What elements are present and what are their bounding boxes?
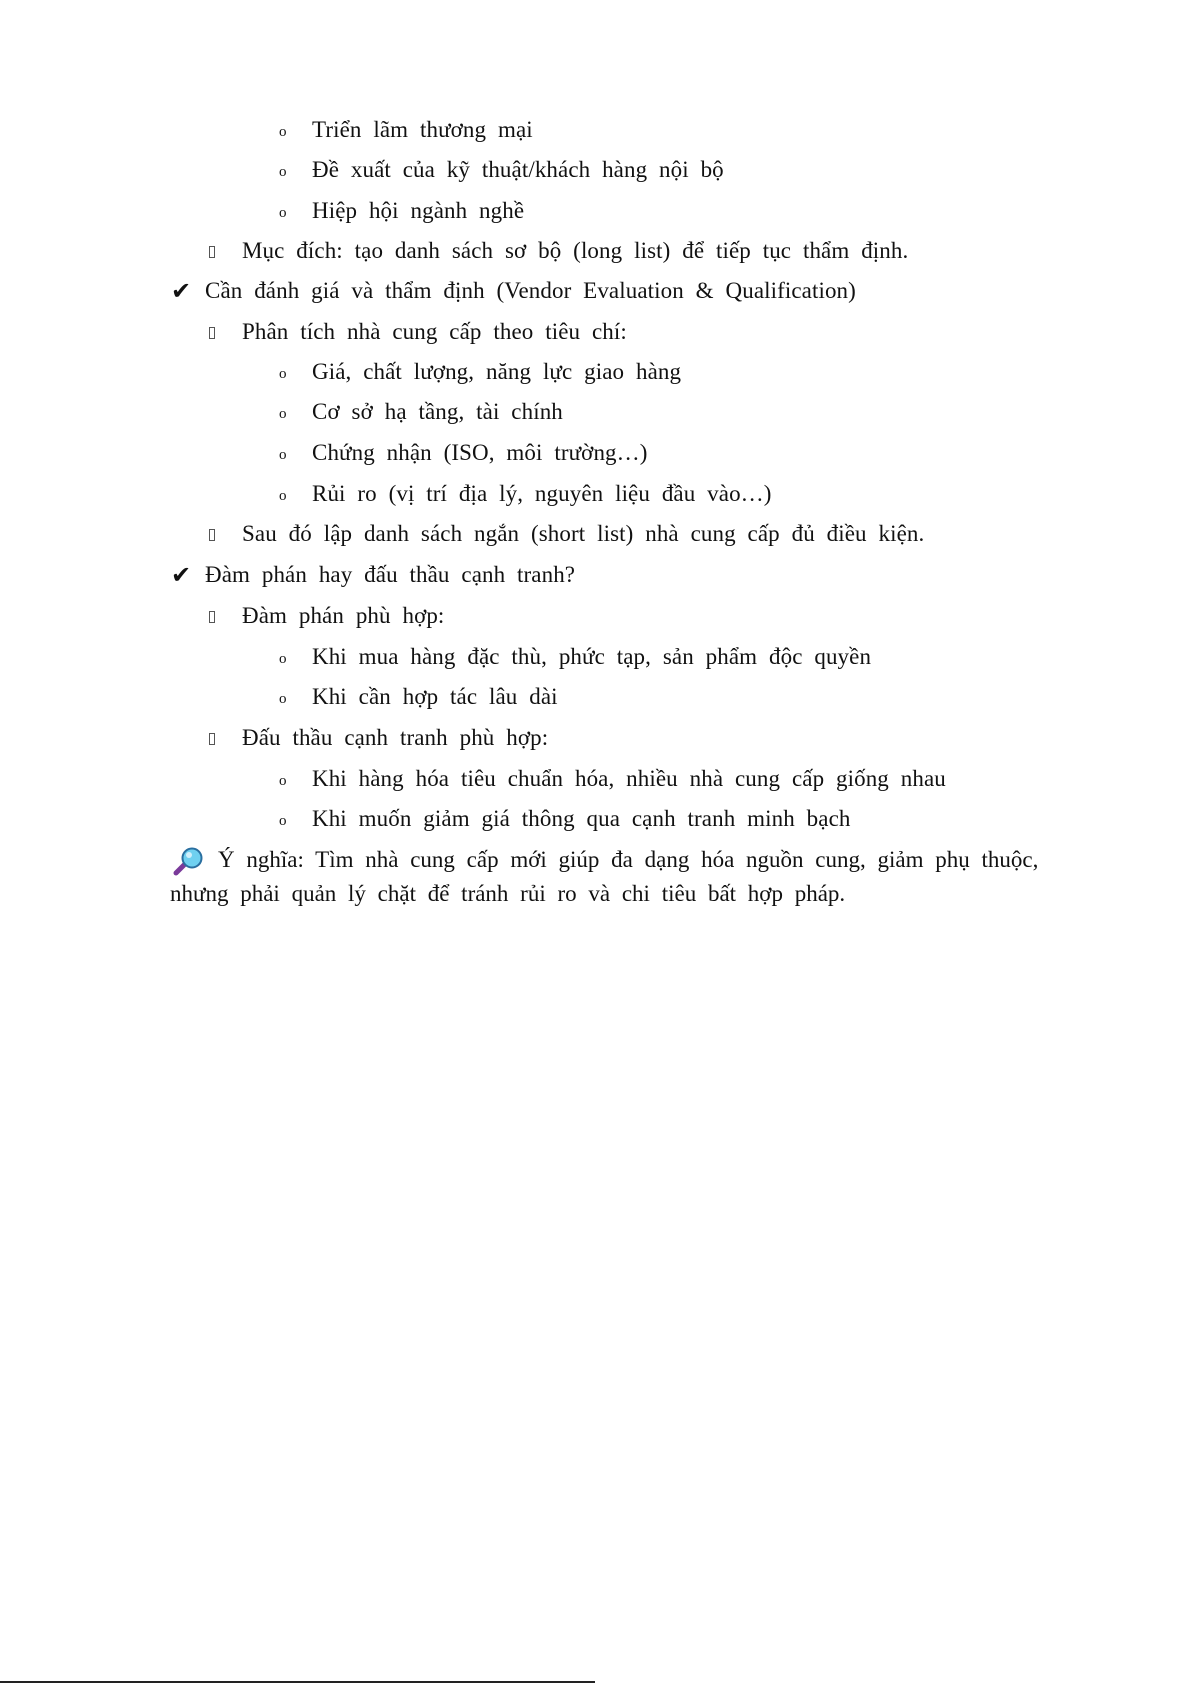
note-line-1: Ý nghĩa: Tìm nhà cung cấp mới giúp đa dạng hóa nguồn cung, giảm phụ thuộc, xyxy=(218,847,1039,872)
circle-bullet-icon: o xyxy=(279,813,287,829)
list-item xyxy=(279,765,946,793)
list-item xyxy=(242,520,924,548)
list-item xyxy=(279,197,525,225)
list-item xyxy=(279,398,563,426)
list-item xyxy=(279,116,533,144)
list-item xyxy=(279,683,558,711)
list-item xyxy=(279,643,872,671)
box-bullet-icon xyxy=(209,611,215,623)
circle-bullet-icon: o xyxy=(279,447,287,463)
list-item-text: Sau đó lập danh sách ngắn (short list) nhà cung cấp đủ điều kiện. xyxy=(242,521,925,546)
list-item xyxy=(171,277,856,305)
list-item xyxy=(242,724,548,752)
list-item-text: Phân tích nhà cung cấp theo tiêu chí: xyxy=(242,319,627,344)
circle-bullet-icon: o xyxy=(279,406,287,422)
list-item xyxy=(279,439,648,467)
list-item-text: Hiệp hội ngành nghề xyxy=(312,198,525,223)
list-item-text: Khi muốn giảm giá thông qua cạnh tranh minh bạch xyxy=(312,806,851,831)
list-item xyxy=(171,561,576,589)
note-paragraph-continuation xyxy=(170,877,845,911)
box-bullet-icon xyxy=(209,733,215,745)
circle-bullet-icon: o xyxy=(279,205,287,221)
list-item-text: Chứng nhận (ISO, môi trường…) xyxy=(312,440,648,465)
list-item xyxy=(279,480,772,508)
box-bullet-icon xyxy=(209,327,215,339)
list-item-text: Rủi ro (vị trí địa lý, nguyên liệu đầu vào…) xyxy=(312,481,772,506)
checkmark-icon: ✔ xyxy=(171,277,192,305)
list-item-text: Mục đích: tạo danh sách sơ bộ (long list) để tiếp tục thẩm định. xyxy=(242,238,909,263)
list-item xyxy=(279,805,851,833)
list-item-text: Cơ sở hạ tầng, tài chính xyxy=(312,399,563,424)
circle-bullet-icon: o xyxy=(279,164,287,180)
list-item xyxy=(242,318,627,346)
box-bullet-icon xyxy=(209,246,215,258)
circle-bullet-icon: o xyxy=(279,651,287,667)
list-item-text: Khi mua hàng đặc thù, phức tạp, sản phẩm độc quyền xyxy=(312,644,872,669)
list-item-text: Đàm phán phù hợp: xyxy=(242,603,445,628)
list-item xyxy=(242,237,908,265)
list-item-text: Triển lãm thương mại xyxy=(312,117,533,142)
note-line-2: nhưng phải quản lý chặt để tránh rủi ro và chi tiêu bất hợp pháp. xyxy=(170,881,846,906)
note-paragraph xyxy=(218,843,1038,877)
box-bullet-icon xyxy=(209,529,215,541)
circle-bullet-icon: o xyxy=(279,691,287,707)
list-item-text: Khi cần hợp tác lâu dài xyxy=(312,684,558,709)
list-item-text: Giá, chất lượng, năng lực giao hàng xyxy=(312,359,682,384)
list-item-text: Đấu thầu cạnh tranh phù hợp: xyxy=(242,725,549,750)
magnifier-icon xyxy=(172,846,206,876)
list-item-text: Cần đánh giá và thẩm định (Vendor Evaluation & Qualification) xyxy=(205,278,856,303)
page-bottom-rule xyxy=(0,1681,595,1683)
circle-bullet-icon: o xyxy=(279,366,287,382)
checkmark-icon: ✔ xyxy=(171,561,192,589)
circle-bullet-icon: o xyxy=(279,124,287,140)
list-item-text: Khi hàng hóa tiêu chuẩn hóa, nhiều nhà cung cấp giống nhau xyxy=(312,766,946,791)
list-item xyxy=(279,358,682,386)
circle-bullet-icon: o xyxy=(279,488,287,504)
list-item xyxy=(242,602,444,630)
list-item-text: Đề xuất của kỹ thuật/khách hàng nội bộ xyxy=(312,157,724,182)
list-item-text: Đàm phán hay đấu thầu cạnh tranh? xyxy=(205,562,576,587)
list-item xyxy=(279,156,724,184)
circle-bullet-icon: o xyxy=(279,773,287,789)
